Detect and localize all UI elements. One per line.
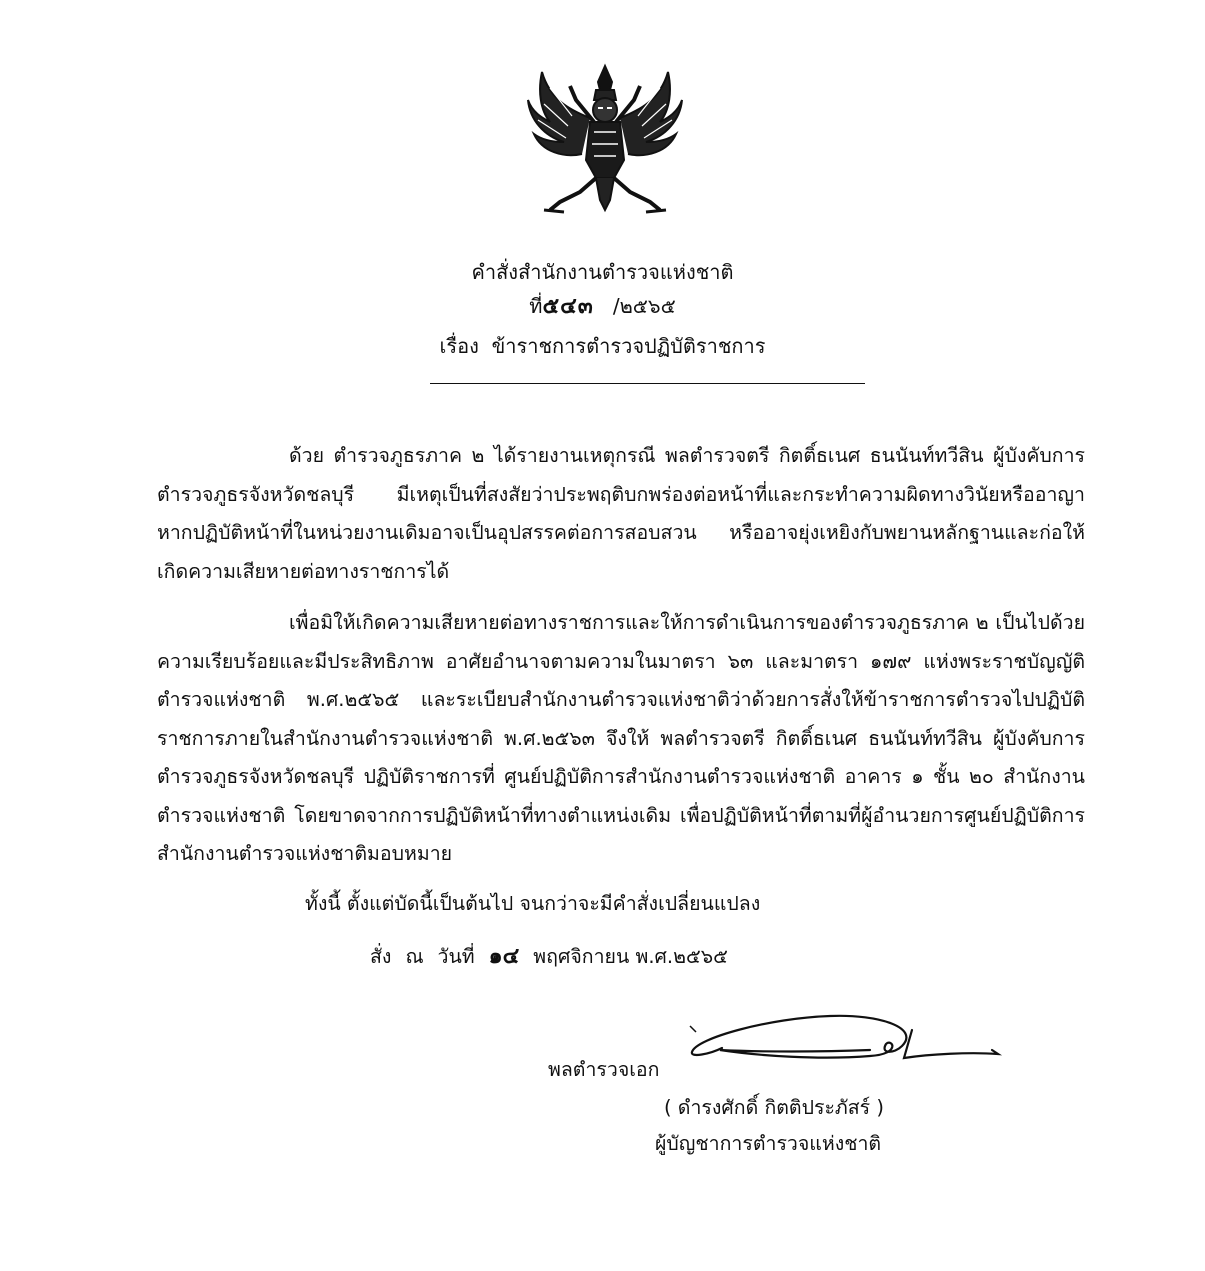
body-paragraph-1: ด้วย ตำรวจภูธรภาค ๒ ได้รายงานเหตุกรณี พลตำรวจตรี กิตติ์ธเนศ ธนนันท์ทวีสิน ผู้บังคับการ ตำรวจภูธรจังหวัดชลบุรี มีเหตุเป็นที่สงสัยว่าประพฤติบกพร่องต่อหน้าที่และกระทำความผิดทางวินัยหรืออาญา หากปฏิบัติหน้าที่ในหน่วยงานเดิมอาจเป็นอุปสรรคต่อการสอบสวน หรืออาจยุ่งเหยิงกับพยานหลักฐานและก่อให้เกิดความเสียหายต่อทางราชการได้ — [157, 444, 1085, 583]
order-number-prefix: ที่ — [529, 294, 543, 318]
subject-label: เรื่อง — [439, 334, 479, 358]
order-date-line — [370, 938, 728, 973]
order-date-day-handwritten: ๑๔ — [488, 943, 520, 969]
handwritten-signature — [680, 1008, 1010, 1088]
order-subject — [0, 330, 1205, 362]
signatory-position: ผู้บัญชาการตำรวจแห่งชาติ — [655, 1132, 882, 1155]
order-number-handwritten: ๕๔๓ — [542, 293, 594, 319]
order-number — [0, 288, 1205, 323]
closing-statement: ทั้งนี้ ตั้งแต่บัดนี้เป็นต้นไป จนกว่าจะมีคำสั่งเปลี่ยนแปลง — [305, 892, 761, 915]
order-number-year: /๒๕๖๕ — [612, 294, 676, 318]
order-date-day-label: วันที่ — [437, 945, 475, 968]
order-date-prefix: สั่ง — [370, 945, 392, 968]
order-date-at: ณ — [405, 945, 424, 968]
signatory-rank: พลตำรวจเอก — [548, 1058, 660, 1081]
subject-text: ข้าราชการตำรวจปฏิบัติราชการ — [491, 334, 766, 358]
signatory-name: ( ดำรงศักดิ์ กิตติประภัสร์ ) — [664, 1096, 884, 1119]
order-date-month-year: พฤศจิกายน พ.ศ.๒๕๖๕ — [533, 945, 728, 968]
order-title: คำสั่งสำนักงานตำรวจแห่งชาติ — [471, 260, 734, 284]
body-paragraph-2: เพื่อมิให้เกิดความเสียหายต่อทางราชการและให้การดำเนินการของตำรวจภูธรภาค ๒ เป็นไปด้วยความเรียบร้อยและมีประสิทธิภาพ อาศัยอำนาจตามความในมาตรา ๖๓ และมาตรา ๑๗๙ แห่งพระราชบัญญัติตำรวจแห่งชาติ พ.ศ.๒๕๖๕ และระเบียบสำนักงานตำรวจแห่งชาติว่าด้วยการสั่งให้ข้าราชการตำรวจไปปฏิบัติราชการภายในสำนักงานตำรวจแห่งชาติ พ.ศ.๒๕๖๓ จึงให้ พลตำรวจตรี กิตติ์ธเนศ ธนนันท์ทวีสิน ผู้บังคับการ ตำรวจภูธรจังหวัดชลบุรี ปฏิบัติราชการที่ ศูนย์ปฏิบัติการสำนักงานตำรวจแห่งชาติ อาคาร ๑ ชั้น ๒๐ สำนักงานตำรวจแห่งชาติ โดยขาดจากการปฏิบัติหน้าที่ทางตำแหน่งเดิม เพื่อปฏิบัติหน้าที่ตามที่ผู้อำนวยการศูนย์ปฏิบัติการสำนักงานตำรวจแห่งชาติมอบหมาย — [157, 611, 1085, 865]
garuda-emblem-icon — [520, 60, 690, 220]
header-divider — [430, 383, 865, 384]
